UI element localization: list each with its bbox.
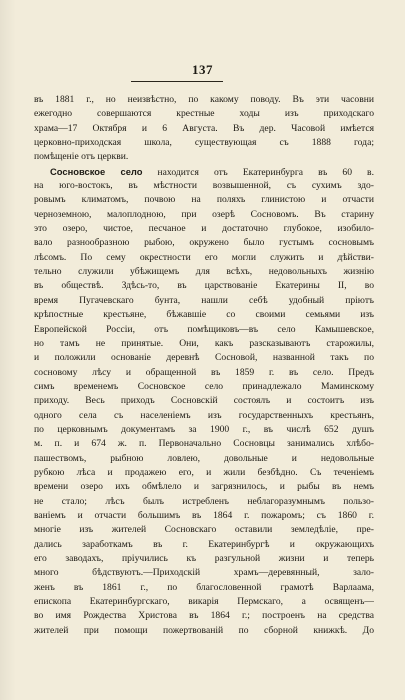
section-heading: Сосновское село <box>50 165 143 177</box>
page-number: 137 <box>192 62 213 77</box>
text-line: симъ временемъ Сосновское село принадлежало Маминскому <box>34 380 374 392</box>
text-line: приходу. Весь приходъ Сосновскій состоялъ и состоитъ изъ <box>34 395 374 407</box>
text-line: времени озеро ихъ обмѣлело и загрязнилось, и рыбы въ немъ <box>34 481 374 493</box>
text-line: время Пугачевскаго бунта, нашли себѣ удобный пріютъ <box>34 294 374 306</box>
page-body <box>34 93 374 638</box>
text-line: епископа Екатеринбургскаго, викарія Пермскаго, а освященъ— <box>34 596 374 608</box>
text-line: это озеро, чистое, песчаное и достаточно глубокое, изобило- <box>34 223 374 235</box>
text-line: Европейской Россіи, отъ помѣщиковъ—въ село Камышевское, <box>34 323 374 335</box>
text-line: рубкою лѣса и продажею его, и жили безбѣдно. Съ теченіемъ <box>34 466 374 478</box>
text-line: много бѣдствуютъ.—Приходскій храмъ—деревянный, зало- <box>34 567 374 579</box>
text-line: многіе изъ жителей Сосновскаго оставили земледѣліе, пре- <box>34 524 374 536</box>
text-line: крѣпостные крестьяне, бѣжавшіе со своими семьями изъ <box>34 309 374 321</box>
text-line: въ 1881 г., но неизвѣстно, по какому поводу. Въ эти часовни <box>34 94 374 105</box>
text-line: дались заработкамъ въ г. Екатеринбургѣ и окружающихъ <box>34 538 374 550</box>
text-line: пашествомъ, рыбною ловлею, довольные и недовольные <box>34 452 374 464</box>
text-line: но тамъ не принятые. Они, какъ разсказываютъ старожилы, <box>34 337 374 349</box>
text-line: и положили основаніе деревнѣ Сосновой, названной такъ по <box>34 352 374 364</box>
text-line: въ обществѣ. Здѣсь-то, въ царствованіе Екатерины II, во <box>34 280 374 292</box>
text-line: лѣсомъ. По сему окрестности его могли служить и дѣйстви- <box>34 251 374 263</box>
text-line: м. п. и 674 ж. п. Первоначально Сосновцы занимались хлѣбо- <box>34 438 374 450</box>
text-line <box>34 165 374 179</box>
text-line: его заводахъ, пріучились къ разгульной жизни и теперь <box>34 553 374 564</box>
text-line: во имя Рождества Христова въ 1864 г.; построенъ на средства <box>34 610 374 622</box>
text-line: на юго-востокъ, въ мѣстности возвышенной, съ сухимъ здо- <box>34 180 374 192</box>
text-line: церковно-приходская школа, существующая съ 1888 года; <box>34 137 374 149</box>
text-line: по церковнымъ документамъ за 1900 г., въ числѣ 652 душъ <box>34 423 374 435</box>
text-fragment: находится отъ Екатеринбурга въ 60 в. <box>142 166 374 178</box>
text-line: женъ въ 1861 г., по благословенной грамотѣ Варлаама, <box>34 581 374 593</box>
text-line: помѣщеніе отъ церкви. <box>34 151 129 163</box>
text-line: храма—17 Октября и 6 Августа. Въ дер. Часовой имѣется <box>34 122 374 134</box>
text-line: тельно служили убѣжищемъ для всѣхъ, недовольныхъ жизнію <box>34 266 374 278</box>
text-line: сосновому лѣсу и обращенной въ 1859 г. въ село. Предъ <box>34 366 374 378</box>
text-line: вало разнообразною рыбою, окружено было густымъ сосновымъ <box>34 237 374 249</box>
text-line: ваніемъ и отчасти большимъ въ 1864 г. пожаромъ; съ 1860 г. <box>34 509 374 521</box>
text-line: ежегодно совершаются крестные ходы изъ приходскаго <box>34 108 374 120</box>
text-line: одного села съ населеніемъ изъ государственныхъ крестьянъ, <box>34 409 374 421</box>
header-rule <box>131 81 223 82</box>
text-line: жителей при помощи пожертвованій по сборной книжкѣ. До <box>34 624 374 636</box>
text-line: ровымъ климатомъ, почвою на поляхъ глинистою и отчасти <box>34 194 374 206</box>
text-line: не стало; лѣсъ былъ истребленъ неблагоразумнымъ пользо- <box>34 495 374 507</box>
text-line: черноземною, малоплодною, при озерѣ Сосновомъ. Въ старину <box>34 208 374 220</box>
